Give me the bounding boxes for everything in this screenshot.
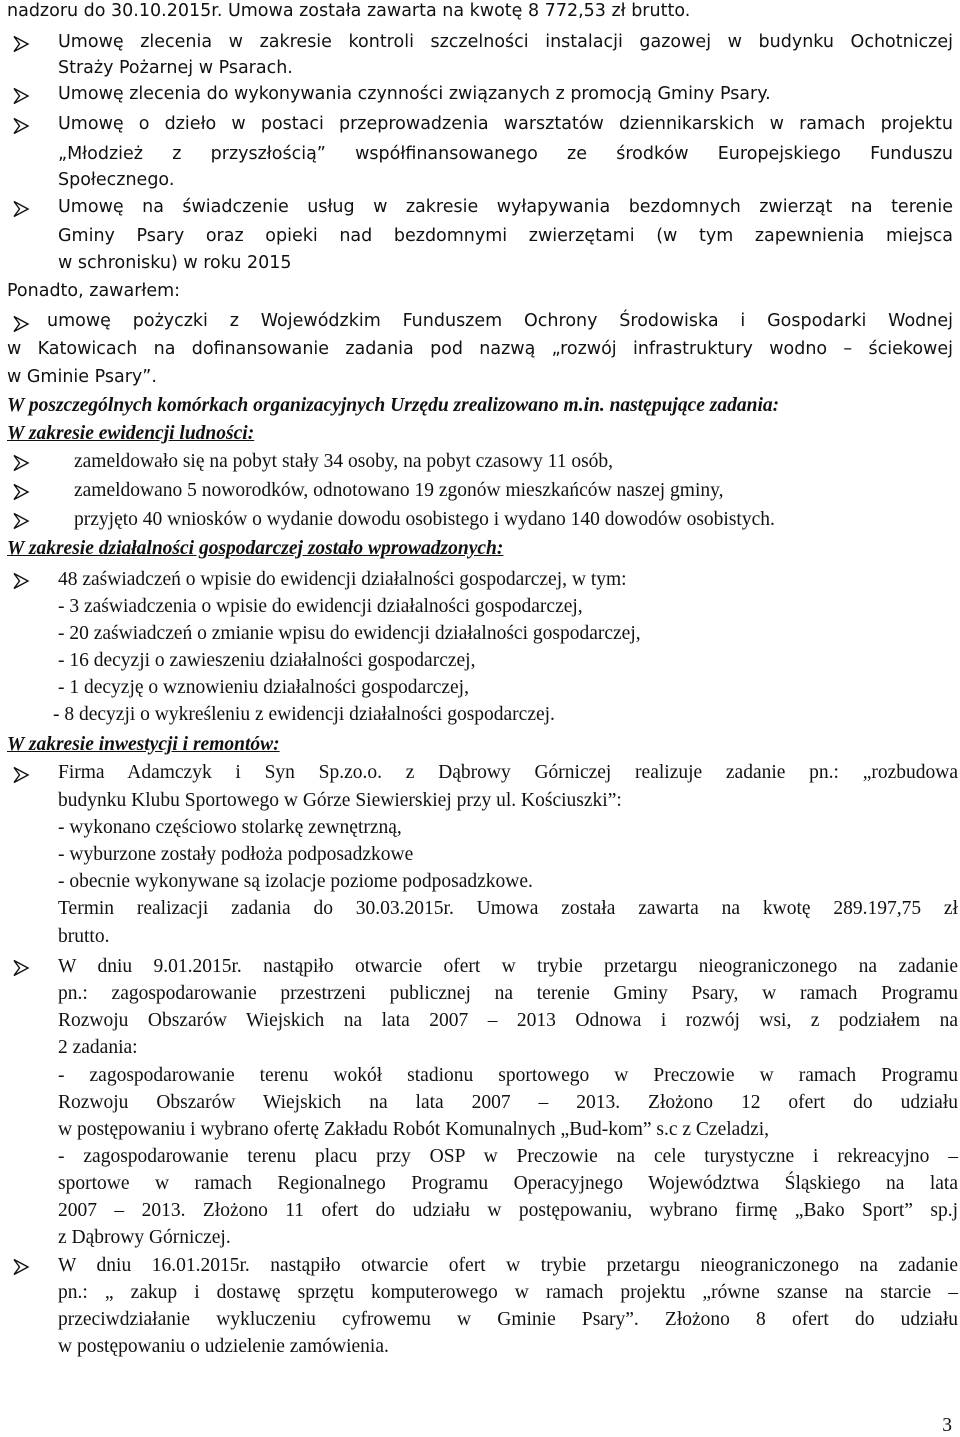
- list-item: Firma Adamczyk i Syn Sp.zo.o. z Dąbrowy Górniczej realizuje zadanie pn.: „rozbudowa: [58, 762, 958, 783]
- text-line: Rozwoju Obszarów Wiejskich na lata 2007 – 2013 Odnowa i rozwój wsi, z podziałem na: [58, 1010, 958, 1031]
- arrowhead-bullet-icon: [12, 454, 30, 472]
- list-item: 48 zaświadczeń o wpisie do ewidencji działalności gospodarczej, w tym:: [58, 569, 627, 590]
- text-line: pn.: „ zakup i dostawę sprzętu komputerowego w ramach projektu „równe szanse na starcie –: [58, 1282, 958, 1303]
- text-line: pn.: zagospodarowanie przestrzeni publicznej na terenie Gminy Psary, w ramach Programu: [58, 983, 958, 1004]
- text-line: - zagospodarowanie terenu placu przy OSP w Preczowie na cele turystyczne i rekreacyjno –: [58, 1146, 958, 1167]
- text-line: z Dąbrowy Górniczej.: [58, 1227, 231, 1248]
- arrowhead-bullet-icon: [12, 959, 30, 977]
- arrowhead-bullet-icon: [12, 117, 30, 135]
- text-line: Umowę o dzieło w postaci przeprowadzenia warsztatów dziennikarskich w ramach projektu: [58, 114, 953, 134]
- list-item: W dniu 16.01.2015r. nastąpiło otwarcie ofert w trybie przetargu nieograniczonego na zadanie: [58, 1255, 958, 1276]
- arrowhead-bullet-icon: [12, 766, 30, 784]
- text-line: Ponadto, zawarłem:: [7, 281, 181, 301]
- arrowhead-bullet-icon: [12, 572, 30, 590]
- text-line: Gminy Psary oraz opieki nad bezdomnymi zwierzętami (w tym zapewnienia miejsca: [58, 226, 953, 246]
- arrowhead-bullet-icon: [12, 200, 30, 218]
- text-line: brutto.: [58, 926, 110, 947]
- text-line: Straży Pożarnej w Psarach.: [58, 58, 293, 78]
- arrowhead-bullet-icon: [12, 483, 30, 501]
- text-line: umowę pożyczki z Wojewódzkim Funduszem Ochrony Środowiska i Gospodarki Wodnej: [47, 311, 953, 331]
- text-line: w schronisku) w roku 2015: [58, 253, 292, 273]
- text-line: 2 zadania:: [58, 1037, 138, 1058]
- text-line: w postępowaniu i wybrano ofertę Zakładu Robót Komunalnych „Bud-kom” s.c z Czeladzi,: [58, 1119, 770, 1140]
- text-line: budynku Klubu Sportowego w Górze Siewierskiej przy ul. Kościuszki”:: [58, 790, 622, 811]
- text-line: 2007 – 2013. Złożono 11 ofert do udziału w postępowaniu, wybrano firmę „Bako Sport” sp.j: [58, 1200, 958, 1221]
- arrowhead-bullet-icon: [12, 315, 30, 333]
- text-line: - 1 decyzję o wznowieniu działalności gospodarczej,: [58, 677, 469, 698]
- section-heading: W zakresie inwestycji i remontów:: [7, 734, 280, 755]
- text-line: nadzoru do 30.10.2015r. Umowa została zawarta na kwotę 8 772,53 zł brutto.: [7, 1, 691, 21]
- text-line: w Katowicach na dofinansowanie zadania pod nazwą „rozwój infrastruktury wodno – ściekowej: [7, 339, 953, 359]
- text-line: - wykonano częściowo stolarkę zewnętrzną,: [58, 817, 402, 838]
- arrowhead-bullet-icon: [12, 1258, 30, 1276]
- section-heading: W zakresie działalności gospodarczej zostało wprowadzonych:: [7, 538, 504, 559]
- text-line: w postępowaniu o udzielenie zamówienia.: [58, 1336, 389, 1357]
- text-line: Umowę na świadczenie usług w zakresie wyłapywania bezdomnych zwierząt na terenie: [58, 197, 953, 217]
- text-line: Rozwoju Obszarów Wiejskich na lata 2007 – 2013. Złożono 12 ofert do udziału: [58, 1092, 958, 1113]
- text-line: przeciwdziałanie wykluczeniu cyfrowemu w Gminie Psary”. Złożono 8 ofert do udziału: [58, 1309, 958, 1330]
- text-line: Termin realizacji zadania do 30.03.2015r. Umowa została zawarta na kwotę 289.197,75 zł: [58, 898, 958, 919]
- section-heading: W zakresie ewidencji ludności:: [7, 423, 255, 444]
- page-number: 3: [942, 1415, 952, 1436]
- arrowhead-bullet-icon: [12, 512, 30, 530]
- text-line: - 16 decyzji o zawieszeniu działalności gospodarczej,: [58, 650, 476, 671]
- list-item: W dniu 9.01.2015r. nastąpiło otwarcie ofert w trybie przetargu nieograniczonego na zadanie: [58, 956, 958, 977]
- text-line: „Młodzież z przyszłością” współfinansowanego ze środków Europejskiego Funduszu: [58, 144, 953, 164]
- text-line: Umowę zlecenia w zakresie kontroli szczelności instalacji gazowej w budynku Ochotniczej: [58, 32, 953, 52]
- text-line: - 8 decyzji o wykreśleniu z ewidencji działalności gospodarczej.: [53, 704, 555, 725]
- text-line: - zagospodarowanie terenu wokół stadionu sportowego w Preczowie w ramach Programu: [58, 1065, 958, 1086]
- text-line: Społecznego.: [58, 170, 175, 190]
- text-line: sportowe w ramach Regionalnego Programu Operacyjnego Województwa Śląskiego na lata: [58, 1173, 958, 1194]
- text-line: - 20 zaświadczeń o zmianie wpisu do ewidencji działalności gospodarczej,: [58, 623, 641, 644]
- arrowhead-bullet-icon: [12, 87, 30, 105]
- arrowhead-bullet-icon: [12, 35, 30, 53]
- text-line: - obecnie wykonywane są izolacje poziome podposadzkowe.: [58, 871, 533, 892]
- list-item: zameldowało się na pobyt stały 34 osoby, na pobyt czasowy 11 osób,: [74, 451, 614, 472]
- text-line: - wyburzone zostały podłoża podposadzkowe: [58, 844, 414, 865]
- text-line: w Gminie Psary”.: [7, 367, 157, 387]
- list-item: zameldowano 5 noworodków, odnotowano 19 zgonów mieszkańców naszej gminy,: [74, 480, 724, 501]
- list-item: przyjęto 40 wniosków o wydanie dowodu osobistego i wydano 140 dowodów osobistych.: [74, 509, 775, 530]
- section-heading: W poszczególnych komórkach organizacyjnych Urzędu zrealizowano m.in. następujące zadania:: [7, 395, 780, 416]
- text-line: - 3 zaświadczenia o wpisie do ewidencji działalności gospodarczej,: [58, 596, 583, 617]
- text-line: Umowę zlecenia do wykonywania czynności związanych z promocją Gminy Psary.: [58, 84, 771, 104]
